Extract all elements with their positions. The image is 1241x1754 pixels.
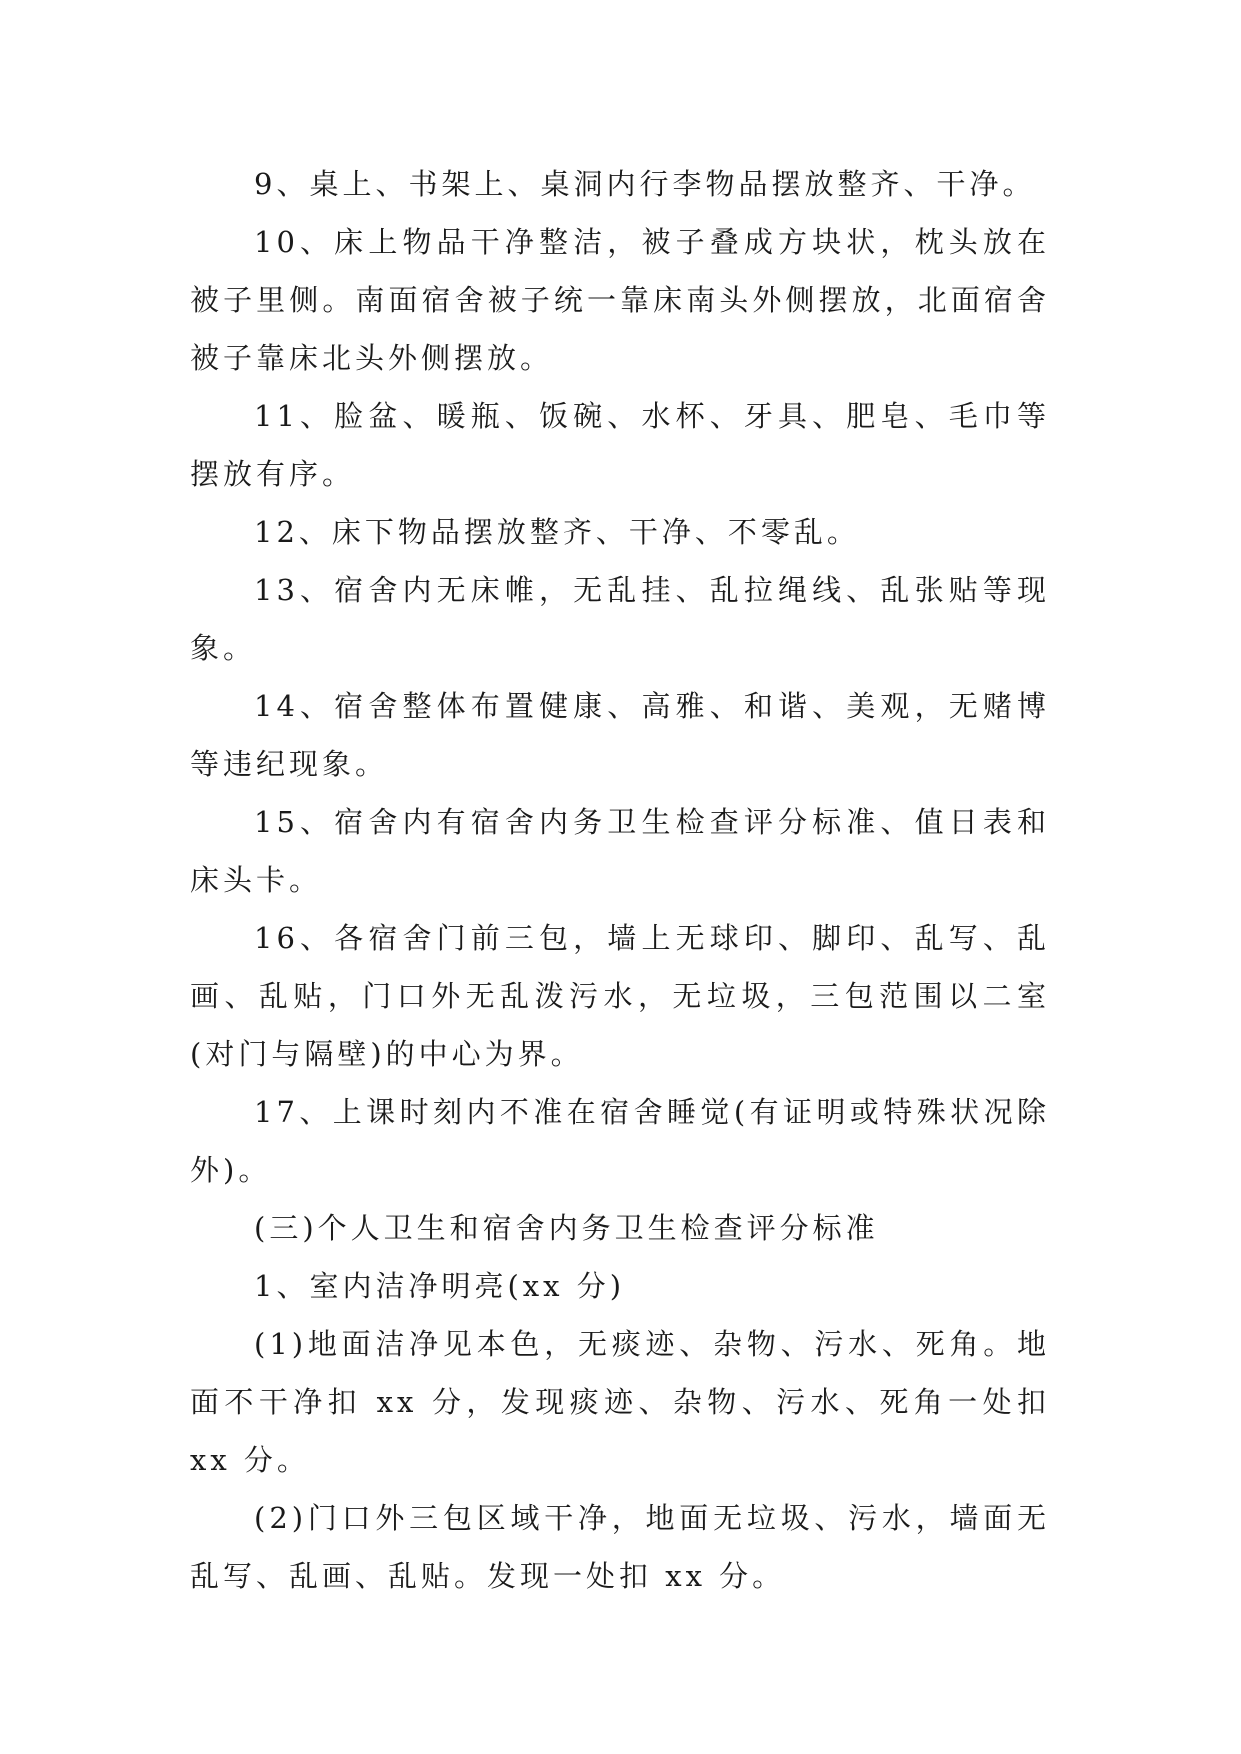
paragraph-item-10: 10、床上物品干净整洁，被子叠成方块状，枕头放在被子里侧。南面宿舍被子统一靠床南头外侧摆放，北面宿舍被子靠床北头外侧摆放。 [190, 225, 1050, 375]
paragraph-item-15: 15、宿舍内有宿舍内务卫生检查评分标准、值日表和床头卡。 [190, 805, 1050, 897]
criterion-item-1: (1)地面洁净见本色，无痰迹、杂物、污水、死角。地面不干净扣 xx 分，发现痰迹、杂物、污水、死角一处扣 xx 分。 [190, 1327, 1050, 1477]
criterion-item-2: (2)门口外三包区域干净，地面无垃圾、污水，墙面无乱写、乱画、乱贴。发现一处扣 xx 分。 [190, 1501, 1050, 1593]
paragraph-item-12: 12、床下物品摆放整齐、干净、不零乱。 [254, 515, 860, 549]
paragraph-item-17: 17、上课时刻内不准在宿舍睡觉(有证明或特殊状况除外)。 [190, 1095, 1050, 1187]
section-heading: (三)个人卫生和宿舍内务卫生检查评分标准 [254, 1211, 879, 1245]
paragraph-item-13: 13、宿舍内无床帷，无乱挂、乱拉绳线、乱张贴等现象。 [190, 573, 1050, 665]
paragraph-item-11: 11、脸盆、暖瓶、饭碗、水杯、牙具、肥皂、毛巾等摆放有序。 [190, 399, 1050, 491]
paragraph-item-16: 16、各宿舍门前三包，墙上无球印、脚印、乱写、乱画、乱贴，门口外无乱泼污水，无垃圾，三包范围以二室(对门与隔壁)的中心为界。 [190, 921, 1050, 1071]
document-body [190, 155, 1050, 1605]
subsection-heading: 1、室内洁净明亮(xx 分) [254, 1269, 626, 1303]
paragraph-item-9: 9、桌上、书架上、桌洞内行李物品摆放整齐、干净。 [254, 167, 1036, 201]
paragraph-item-14: 14、宿舍整体布置健康、高雅、和谐、美观，无赌博等违纪现象。 [190, 689, 1050, 781]
